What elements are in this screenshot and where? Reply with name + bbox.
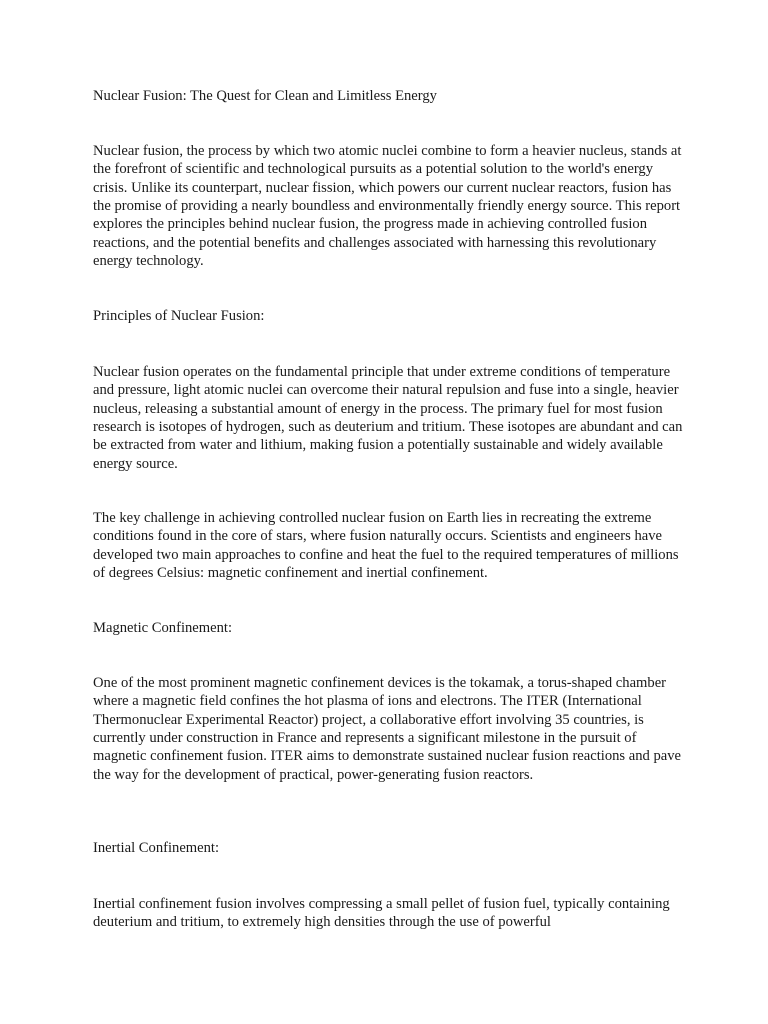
magnetic-confinement-paragraph: One of the most prominent magnetic confinement devices is the tokamak, a torus-shaped chamber where a magnetic field confines the hot plasma of ions and electrons. The ITER (International Thermonuclear Experimental Reactor) project, a collaborative effort involving 35 countries, is currently under construction in France and represents a significant milestone in the pursuit of magnetic confinement fusion. ITER aims to demonstrate sustained nuclear fusion reactions and pave the way for the development of practical, power-generating fusion reactors. [93,675,682,783]
magnetic-confinement-heading: Magnetic Confinement: [93,620,233,636]
principles-paragraph-1: Nuclear fusion operates on the fundamental principle that under extreme conditions of temperature and pressure, light atomic nuclei can overcome their natural repulsion and fuse into a single, heavier nucleus, releasing a substantial amount of energy in the process. The primary fuel for most fusion research is isotopes of hydrogen, such as deuterium and tritium. These isotopes are abundant and can be extracted from water and lithium, making fusion a potentially sustainable and widely available energy source. [93,364,683,472]
intro-paragraph: Nuclear fusion, the process by which two atomic nuclei combine to form a heavier nucleus, stands at the forefront of scientific and technological pursuits as a potential solution to the world's energy crisis. Unlike its counterpart, nuclear fission, which powers our current nuclear reactors, fusion has the promise of providing a nearly boundless and environmentally friendly energy source. This report explores the principles behind nuclear fusion, the progress made in achieving controlled fusion reactions, and the potential benefits and challenges associated with harnessing this revolutionary energy technology. [93,143,682,270]
inertial-confinement-paragraph: Inertial confinement fusion involves compressing a small pellet of fusion fuel, typically containing deuterium and tritium, to extremely high densities through the use of powerful [93,896,670,931]
document-title: Nuclear Fusion: The Quest for Clean and Limitless Energy [93,88,437,104]
principles-heading: Principles of Nuclear Fusion: [93,308,265,324]
principles-paragraph-2: The key challenge in achieving controlled nuclear fusion on Earth lies in recreating the extreme conditions found in the core of stars, where fusion naturally occurs. Scientists and engineers have developed two main approaches to confine and heat the fuel to the required temperatures of millions of degrees Celsius: magnetic confinement and inertial confinement. [93,510,679,582]
inertial-confinement-heading: Inertial Confinement: [93,840,220,856]
